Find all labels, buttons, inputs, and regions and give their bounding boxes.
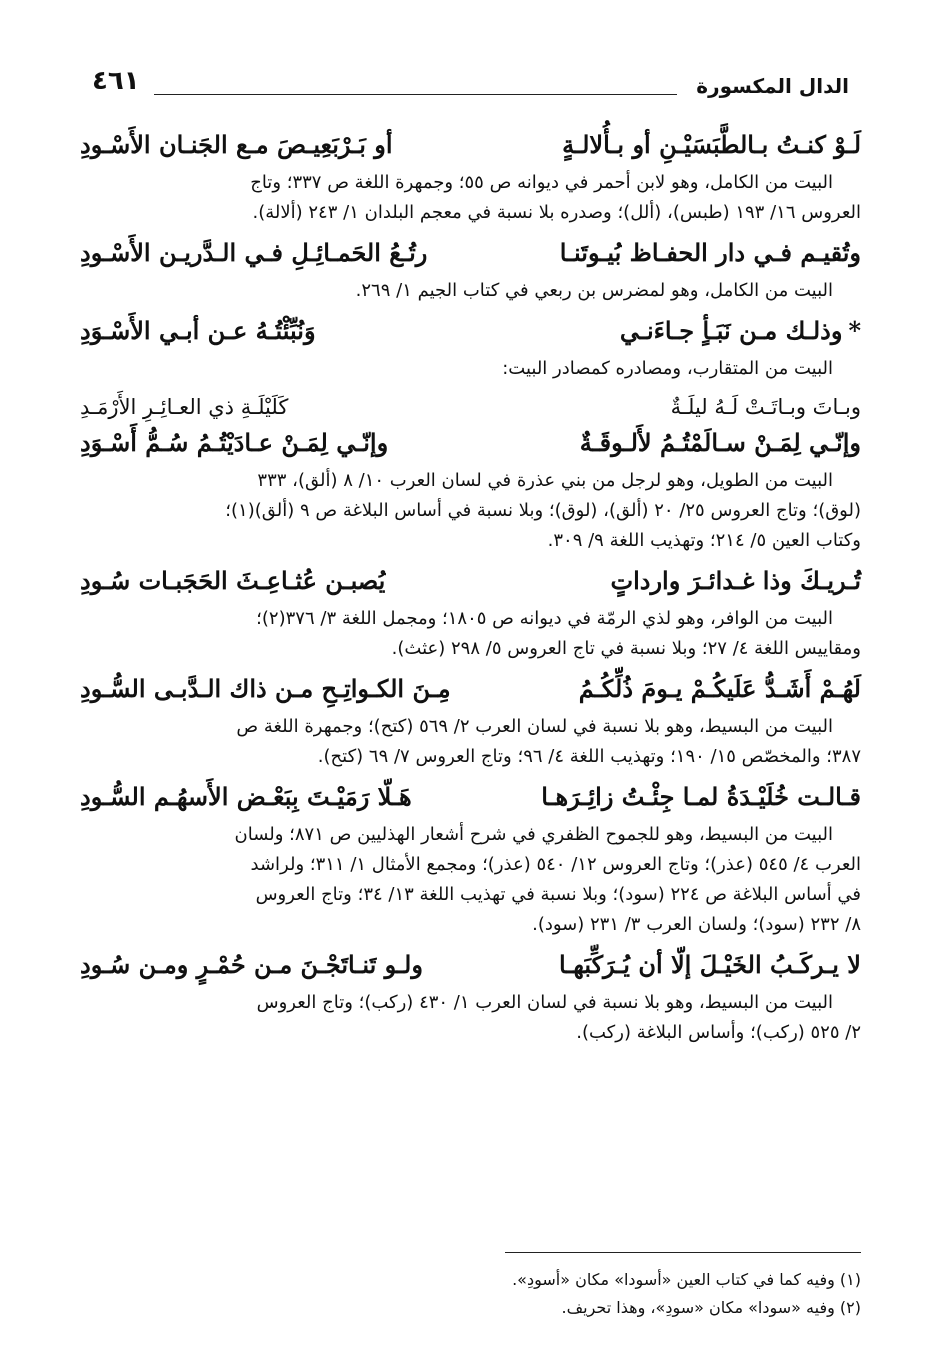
commentary-line: ٣٨٧؛ والمخصّص ١٥/ ١٩٠؛ وتهذيب اللغة ٤/ ٩٦؛ وتاج العروس ٧/ ٦٩ (كتح). [317,746,861,767]
verse-second-hemistich: وَنُبِّئْتُـهُ عـن أبـي الأَسْـوَدِ [80,316,316,345]
entry [80,312,861,424]
verse-first-hemistich: وإنّـي لِمَـنْ سـالَمْتُـمُ لأَلـوقَـةٌ [579,428,861,457]
commentary-line: العروس ١٦/ ١٩٣ (طبس)، (ألل)؛ وصدره بلا نسبة في معجم البلدان ١/ ٢٤٣ (ألالة). [252,202,861,223]
commentary [80,820,861,940]
page-number: ٤٦١ [92,66,140,96]
verse-second-hemistich: ولـو تَنـاتَجْـنَ مـن حُمْـرٍ ومـن سُـودِ [80,950,423,979]
commentary-line: ٢/ ٥٢٥ (ركب)؛ وأساس البلاغة (ركب). [576,1022,861,1043]
commentary [80,354,861,384]
verse-second-hemistich: رتُـعُ الحَمـائِـلِ فـي الـدَّريـن الأَسْـودِ [80,238,428,267]
commentary-line: البيت من الكامل، وهو لابن أحمر في ديوانه ص ٥٥؛ وجمهرة اللغة ص ٣٣٧؛ وتاج [250,172,833,193]
commentary-line: في أساس البلاغة ص ٢٢٤ (سود)؛ وبلا نسبة في تهذيب اللغة ١٣/ ٣٤؛ وتاج العروس [255,884,861,905]
quoted-second-hemistich: كَلَيْلَـةِ ذي العـائِـرِ الأَرْمَـدِ [80,395,289,419]
star-marker: * [848,316,861,345]
commentary [80,712,861,772]
verse [80,312,861,352]
commentary [80,276,861,306]
entry [80,670,861,772]
footnote: (٢) وفيه «سودا» مكان «سودِ»، وهذا تحريف. [561,1298,861,1317]
commentary-line: (لوق)؛ وتاج العروس ٢٥/ ٢٠ (ألق)، (لوق)؛ وبلا نسبة في أساس البلاغة ص ٩ (ألق)(١)؛ [225,500,861,521]
commentary [80,604,861,664]
commentary-line: البيت من البسيط، وهو بلا نسبة في لسان العرب ١/ ٤٣٠ (ركب)؛ وتاج العروس [256,992,833,1013]
commentary-line: البيت من الكامل، وهو لمضرس بن ربعي في كتاب الجيم ١/ ٢٦٩. [355,280,833,301]
entry [80,424,861,556]
quoted-first-hemistich: وبـاتَ وبـاتَـتْ لَـهُ ليلَـةٌ [670,395,861,419]
footnotes [200,1266,861,1322]
commentary [80,466,861,556]
commentary-line: وكتاب العين ٥/ ٢١٤؛ وتهذيب اللغة ٩/ ٣٠٩. [547,530,861,551]
verse-second-hemistich: أو بَـرْبَعِيـصَ مـع الجَنـان الأَسْـودِ [80,130,393,159]
verse-first-hemistich: وتُقيـم فـي دار الحفـاظ بُيـوتَنـا [559,238,861,267]
entry [80,126,861,228]
verse-second-hemistich: هَـلّا رَمَيْـتَ بِبَعْـض الأَسهُـم السُّـودِ [80,782,412,811]
commentary-line: ٨/ ٢٣٢ (سود)؛ ولسان العرب ٣/ ٢٣١ (سود). [532,914,861,935]
commentary [80,168,861,228]
entry [80,778,861,940]
quoted-verse [80,390,861,424]
footnote: (١) وفيه كما في كتاب العين «أسودا» مكان «أسودِ». [512,1270,861,1289]
entry [80,946,861,1048]
verse-second-hemistich: مِـنَ الكـواتِـحِ مـن ذاك الـدَّبـى السُّـودِ [80,674,451,703]
commentary-line: البيت من البسيط، وهو بلا نسبة في لسان العرب ٢/ ٥٦٩ (كتح)؛ وجمهرة اللغة ص [236,716,833,737]
commentary-line: البيت من البسيط، وهو للجموح الظفري في شرح أشعار الهذليين ص ٨٧١؛ ولسان [234,824,833,845]
verse-first-hemistich: لَهُـمْ أَشَـدُّ عَلَيكُـمْ يـومَ ذُلِّكُـمُ [578,674,861,703]
verse-second-hemistich: يُصبـن عُثـاعِـثَ الحَجَبـات سُـودِ [80,566,386,595]
verse-first-text: وذلـك مـن نَبَـأٍ جـاءَنـي [619,316,843,345]
running-header [92,66,849,106]
verse-first-hemistich: لَـوْ كنـتُ بـالطَّبَسَيْـنِ أو بـأُلالـةٍ [562,130,861,159]
entry [80,234,861,306]
header-rule [154,94,677,95]
page-body [80,126,861,1054]
commentary-line: البيت من المتقارب، ومصادره كمصادر البيت: [502,358,833,379]
verse [80,670,861,710]
entry [80,562,861,664]
commentary-line: البيت من الوافر، وهو لذي الرمّة في ديوانه ص ١٨٠٥؛ ومجمل اللغة ٣/ ٣٧٦(٢)؛ [256,608,833,629]
footnote-rule [505,1252,861,1253]
verse-first-hemistich: قـالـت خُلَيْـدَةُ لمـا جِئْـتُ زائِـرَهـا [541,782,861,811]
verse [80,562,861,602]
commentary-line: ومقاييس اللغة ٤/ ٢٧؛ وبلا نسبة في تاج العروس ٥/ ٢٩٨ (عثث). [391,638,861,659]
commentary-line: العرب ٤/ ٥٤٥ (عذر)؛ وتاج العروس ١٢/ ٥٤٠ (عذر)؛ ومجمع الأمثال ١/ ٣١١؛ ولراشد [250,854,861,875]
verse-second-hemistich: وإنّـي لِمَـنْ عـادَيْتُـمُ سُـمُّ أَسْـوَدِ [80,428,389,457]
commentary [80,988,861,1048]
verse [80,946,861,986]
verse-first-hemistich: تُـريـكَ وذا غـدائـرَ وارداتٍ [610,566,861,595]
chapter-title: الدال المكسورة [696,74,849,98]
verse [80,126,861,166]
verse [80,424,861,464]
verse [80,234,861,274]
verse-first-hemistich: لا يـركَـبُ الخَيْـلَ إلّا أن يُـرَكِّبَهـا [558,950,861,979]
commentary-line: البيت من الطويل، وهو لرجل من بني عذرة في لسان العرب ١٠/ ٨ (ألق)، ٣٣٣ [257,470,833,491]
verse-first-hemistich [620,312,861,352]
verse [80,778,861,818]
